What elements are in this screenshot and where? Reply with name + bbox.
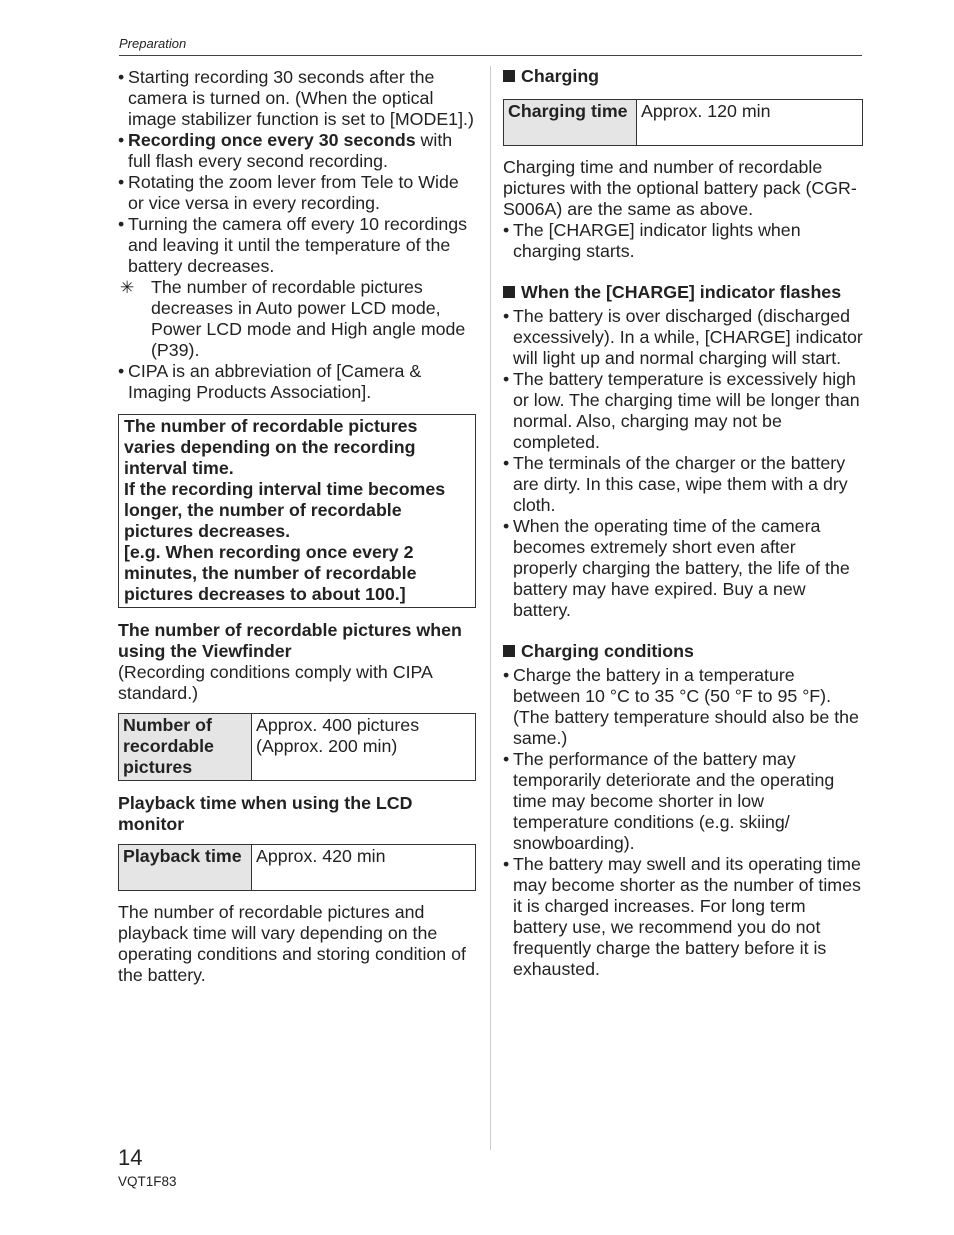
table-label: Charging time <box>504 100 637 146</box>
square-bullet-icon <box>503 645 515 657</box>
left-column <box>118 67 476 986</box>
conditions-heading: Charging conditions <box>503 641 863 662</box>
cipa-list <box>118 361 476 403</box>
playback-table <box>118 844 476 891</box>
list-item: • Starting recording 30 seconds after the camera is turned on. (When the optical image stabilizer function is set to [MODE1].) <box>118 67 476 130</box>
list-item: • The [CHARGE] indicator lights when charging starts. <box>503 220 863 262</box>
boxed-note-line: If the recording interval time becomes longer, the number of recordable pictures decreases. <box>124 479 446 541</box>
list-item: • Charge the battery in a temperature between 10 °C to 35 °C (50 °F to 95 °F). (The battery temperature should also be the same.) <box>503 665 863 749</box>
document-code: VQT1F83 <box>118 1174 177 1189</box>
table-value: Approx. 420 min <box>252 845 476 891</box>
section-header: Preparation <box>119 36 862 56</box>
bold-lead: Recording once every 30 seconds <box>128 130 416 150</box>
bold-lead-rest: with full flash every second recording. <box>128 130 453 171</box>
list-item: • When the operating time of the camera becomes extremely short even after properly charging the battery, the life of the battery may have expired. Buy a new battery. <box>503 516 863 621</box>
charging-list <box>503 220 863 262</box>
viewfinder-heading: The number of recordable pictures when using the Viewfinder <box>118 620 462 661</box>
column-divider <box>490 66 491 1150</box>
flashes-heading: When the [CHARGE] indicator flashes <box>503 282 863 303</box>
right-column <box>503 66 863 980</box>
page-number: 14 <box>118 1145 143 1170</box>
list-item: • The battery temperature is excessively high or low. The charging time will be longer than normal. Also, charging may not be completed. <box>503 369 863 453</box>
asterisk-icon: ✳ <box>120 278 135 297</box>
list-item: • The terminals of the charger or the battery are dirty. In this case, wipe them with a dry cloth. <box>503 453 863 516</box>
list-item: • Rotating the zoom lever from Tele to Wide or vice versa in every recording. <box>118 172 476 214</box>
table-value: Approx. 400 pictures (Approx. 200 min) <box>252 714 476 781</box>
square-bullet-icon <box>503 286 515 298</box>
playback-heading: Playback time when using the LCD monitor <box>118 793 413 834</box>
asterisk-note <box>118 277 476 361</box>
conditions-list <box>503 665 863 980</box>
table-label: Number of recordable pictures <box>119 714 252 781</box>
viewfinder-table <box>118 713 476 781</box>
boxed-note-line: [e.g. When recording once every 2 minutes, the number of recordable pictures decreases to about 100.] <box>124 542 417 604</box>
flashes-list <box>503 306 863 621</box>
boxed-note <box>118 414 476 608</box>
list-item: • Turning the camera off every 10 recordings and leaving it until the temperature of the battery decreases. <box>118 214 476 277</box>
recording-conditions-list <box>118 67 476 277</box>
square-bullet-icon <box>503 70 515 82</box>
table-row <box>504 100 863 146</box>
viewfinder-subtext: (Recording conditions comply with CIPA standard.) <box>118 662 432 703</box>
charging-table <box>503 99 863 146</box>
table-label: Playback time <box>119 845 252 891</box>
boxed-note-line: The number of recordable pictures varies depending on the recording interval time. <box>124 416 418 478</box>
asterisk-note-text: The number of recordable pictures decreases in Auto power LCD mode, Power LCD mode and High angle mode (P39). <box>151 277 466 360</box>
closing-paragraph: The number of recordable pictures and playback time will vary depending on the operating conditions and storing condition of the battery. <box>118 902 466 985</box>
list-item: • CIPA is an abbreviation of [Camera & Imaging Products Association]. <box>118 361 476 403</box>
table-row <box>119 714 476 781</box>
list-item: • The battery may swell and its operating time may become shorter as the number of times it is charged increases. For long term battery use, we recommend you do not frequently charge the battery before it is exhausted. <box>503 854 863 980</box>
list-item: • The battery is over discharged (discharged excessively). In a while, [CHARGE] indicator will light up and normal charging will start. <box>503 306 863 369</box>
list-item <box>118 130 476 172</box>
table-value: Approx. 120 min <box>637 100 863 146</box>
list-item: • The performance of the battery may temporarily deteriorate and the operating time may become shorter in low temperature conditions (e.g. skiing/ snowboarding). <box>503 749 863 854</box>
charging-note: Charging time and number of recordable pictures with the optional battery pack (CGR-S006A) are the same as above. <box>503 157 857 219</box>
charging-heading: Charging <box>503 66 863 87</box>
table-row <box>119 845 476 891</box>
